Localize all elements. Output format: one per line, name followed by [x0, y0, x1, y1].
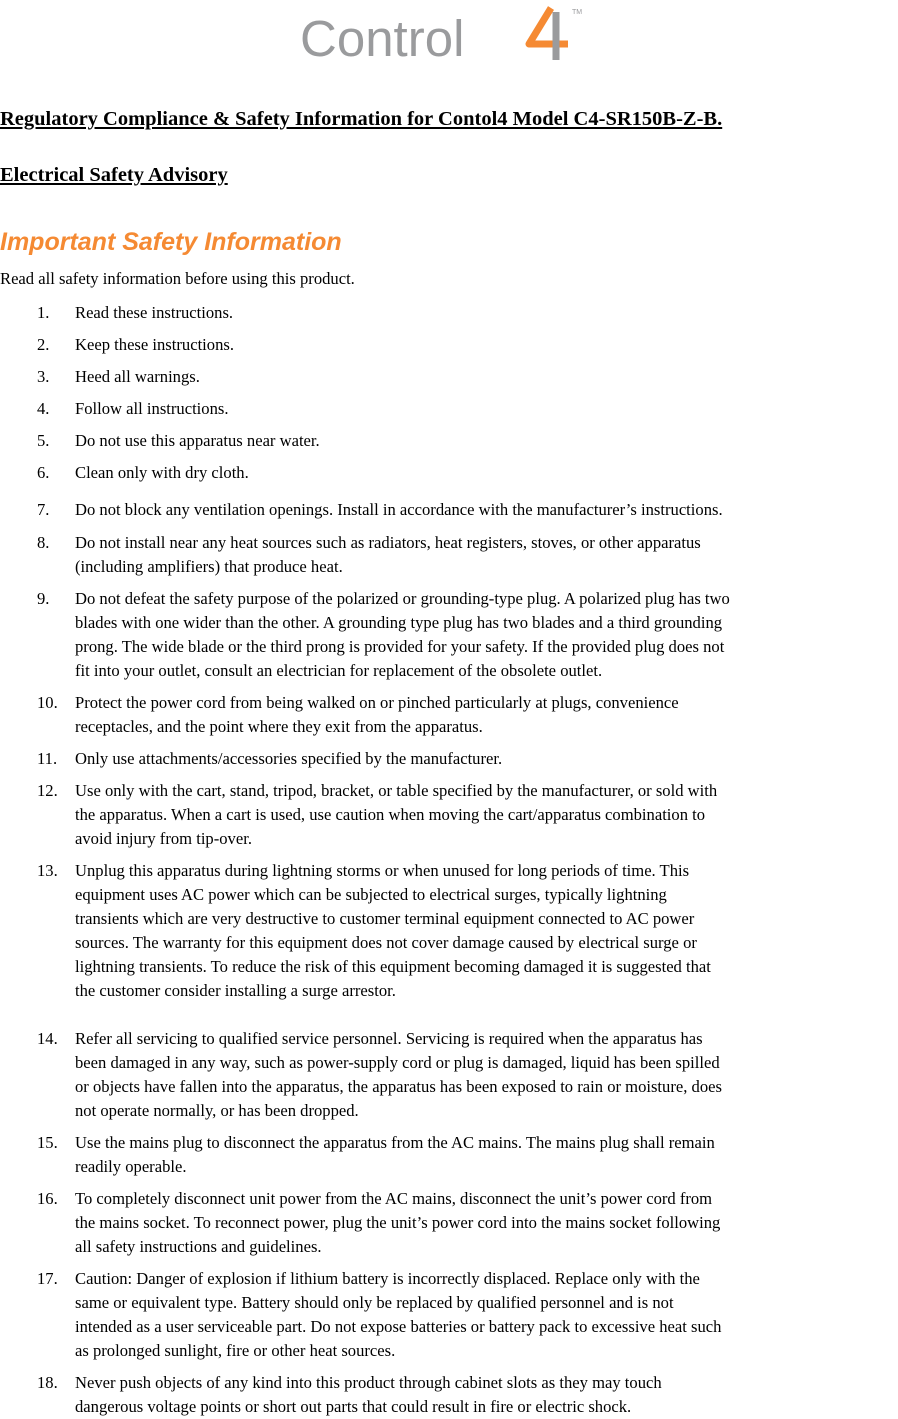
list-item-text: Clean only with dry cloth.: [75, 463, 249, 482]
list-item-text: Refer all servicing to qualified service personnel. Servicing is required when the apparatus has been damaged in any way, such as power-supply cord or plug is damaged, liquid has been spilled or objects have fallen into the apparatus, the apparatus has been exposed to rain or moisture, does not operate normally, or has been dropped.: [75, 1029, 722, 1120]
list-item-text: Protect the power cord from being walked on or pinched particularly at plugs, convenience receptacles, and the point where they exit from the apparatus.: [75, 693, 679, 736]
list-item-text: Read these instructions.: [75, 303, 234, 322]
list-item-number: 7.: [37, 500, 50, 519]
list-item-text: Never push objects of any kind into this product through cabinet slots as they may touch dangerous voltage points or short out parts that could result in fire or electric shock.: [75, 1373, 662, 1416]
logo-wordmark: Control: [300, 10, 465, 67]
control4-logo: [298, 0, 598, 68]
list-item-number: 1.: [37, 303, 50, 322]
list-item-text: Only use attachments/accessories specified by the manufacturer.: [75, 749, 503, 768]
list-item-text: Do not install near any heat sources such as radiators, heat registers, stoves, or other apparatus (including amplifiers) that produce heat.: [75, 533, 701, 576]
list-item-text: To completely disconnect unit power from the AC mains, disconnect the unit’s power cord from the mains socket. To reconnect power, plug the unit’s power cord into the mains socket following all safety instructions and guidelines.: [75, 1189, 721, 1256]
list-item-number: 17.: [37, 1269, 58, 1288]
list-item-text: Do not block any ventilation openings. Install in accordance with the manufacturer’s instructions.: [75, 500, 723, 519]
page-title: Regulatory Compliance & Safety Information for Contol4 Model C4-SR150B-Z-B.: [0, 108, 723, 130]
list-item-text: Use only with the cart, stand, tripod, bracket, or table specified by the manufacturer, or sold with the apparatus. When a cart is used, use caution when moving the cart/apparatus combination to avoid injury from tip-over.: [75, 781, 718, 848]
list-item-number: 6.: [37, 463, 50, 482]
list-item-text: Use the mains plug to disconnect the apparatus from the AC mains. The mains plug shall remain readily operable.: [75, 1133, 715, 1176]
section-subheading: Electrical Safety Advisory: [0, 164, 228, 186]
intro-text: Read all safety information before using this product.: [0, 269, 355, 288]
list-item-text: Keep these instructions.: [75, 335, 234, 354]
list-item-number: 5.: [37, 431, 50, 450]
list-item-number: 14.: [37, 1029, 58, 1048]
list-item-text: Caution: Danger of explosion if lithium battery is incorrectly displaced. Replace only with the same or equivalent type. Battery should only be replaced by qualified personnel and is not intended as a user serviceable part. Do not expose batteries or battery pack to excessive heat such as prolonged sunlight, fire or other heat sources.: [75, 1269, 722, 1360]
list-item-number: 12.: [37, 781, 58, 800]
logo-four-mark: [529, 8, 568, 60]
list-item-number: 10.: [37, 693, 58, 712]
list-item-number: 3.: [37, 367, 50, 386]
important-safety-title: Important Safety Information: [0, 228, 342, 256]
control4-logo-graphic: [298, 0, 598, 68]
list-item-number: 16.: [37, 1189, 58, 1208]
list-item-number: 18.: [37, 1373, 58, 1392]
list-item-text: Heed all warnings.: [75, 367, 200, 386]
logo-trademark: TM: [572, 9, 583, 16]
list-item-number: 2.: [37, 335, 50, 354]
list-item-text: Unplug this apparatus during lightning storms or when unused for long periods of time. This equipment uses AC power which can be subjected to electrical surges, typically lightning transients which are very destructive to customer terminal equipment connected to AC power sources. The warranty for this equipment does not cover damage caused by electrical surge or lightning transients. To reduce the risk of this equipment becoming damaged it is suggested that the customer consider installing a surge arrestor.: [75, 861, 711, 1000]
list-item-text: Do not defeat the safety purpose of the polarized or grounding-type plug. A polarized plug has two blades with one wider than the other. A grounding type plug has two blades and a third grounding prong. The wide blade or the third prong is provided for your safety. If the provided plug does not fit into your outlet, consult an electrician for replacement of the obsolete outlet.: [75, 589, 730, 680]
list-item-number: 8.: [37, 533, 50, 552]
list-item-text: Follow all instructions.: [75, 399, 229, 418]
list-item-number: 13.: [37, 861, 58, 880]
list-item-text: Do not use this apparatus near water.: [75, 431, 320, 450]
list-item-number: 4.: [37, 399, 50, 418]
list-item-number: 9.: [37, 589, 50, 608]
list-item-number: 15.: [37, 1133, 58, 1152]
list-item-number: 11.: [37, 749, 58, 768]
